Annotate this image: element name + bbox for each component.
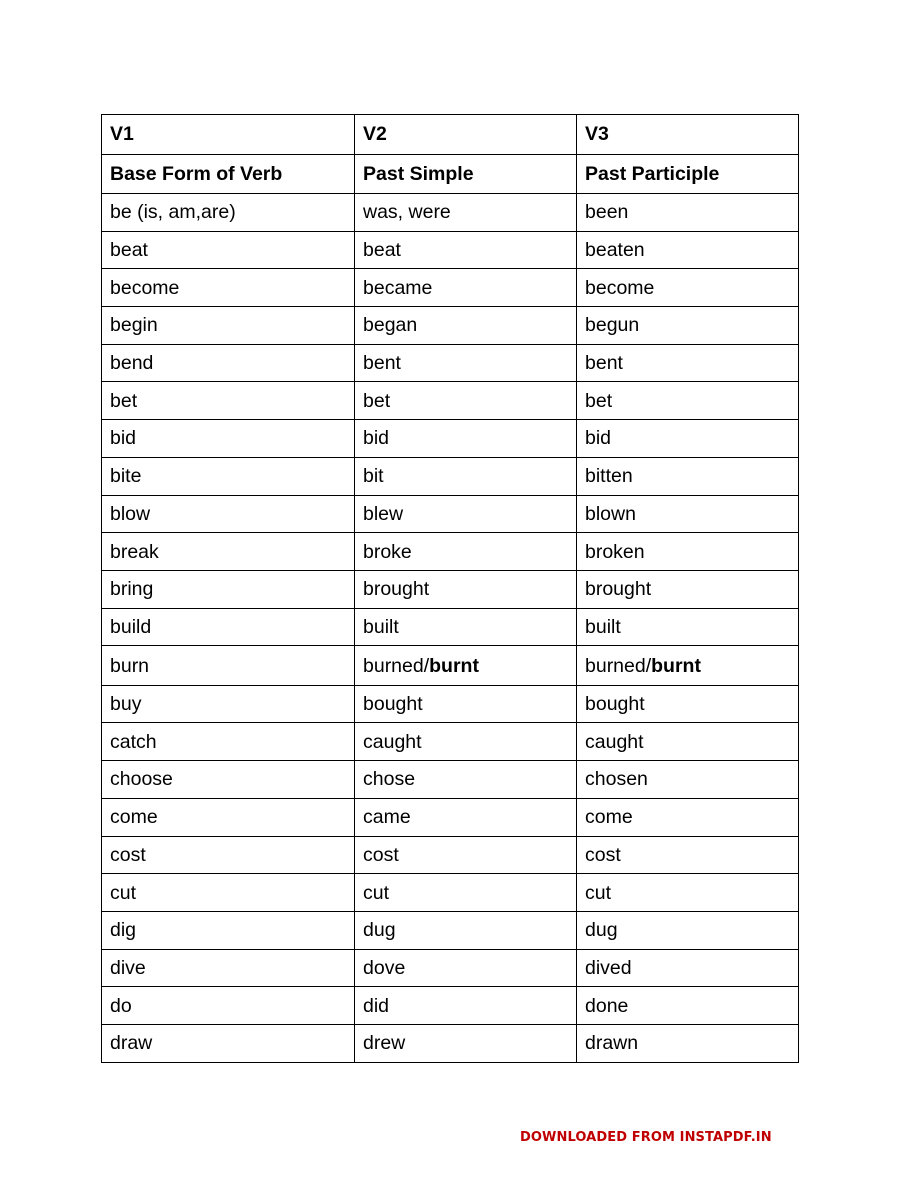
table-row — [102, 457, 799, 495]
v1-cell: bend — [102, 344, 355, 382]
v1-cell: begin — [102, 307, 355, 345]
v1-cell: burn — [102, 646, 355, 686]
v3-cell — [577, 646, 799, 686]
v1-cell: catch — [102, 723, 355, 761]
v2-cell: began — [355, 307, 577, 345]
table-row — [102, 987, 799, 1025]
v2-cell: dug — [355, 911, 577, 949]
table-row — [102, 608, 799, 646]
v3-cell: become — [577, 269, 799, 307]
v2-cell: bid — [355, 420, 577, 458]
table-row — [102, 836, 799, 874]
v1-cell: choose — [102, 761, 355, 799]
v3-cell: begun — [577, 307, 799, 345]
v3-cell: bitten — [577, 457, 799, 495]
table-row — [102, 495, 799, 533]
table-row — [102, 533, 799, 571]
v2-cell: dove — [355, 949, 577, 987]
v1-cell: beat — [102, 231, 355, 269]
v1-cell: cost — [102, 836, 355, 874]
table-row — [102, 344, 799, 382]
v3-cell: bet — [577, 382, 799, 420]
v1-cell: be (is, am,are) — [102, 194, 355, 232]
v3-cell: bent — [577, 344, 799, 382]
v1-cell: blow — [102, 495, 355, 533]
table-row — [102, 420, 799, 458]
table-row — [102, 194, 799, 232]
v2-cell: caught — [355, 723, 577, 761]
header-v2-cell: Past Simple — [355, 154, 577, 194]
v2-cell: bent — [355, 344, 577, 382]
v1-cell: come — [102, 798, 355, 836]
v1-cell: build — [102, 608, 355, 646]
v3-cell: drawn — [577, 1024, 799, 1062]
table-row — [102, 949, 799, 987]
verbs-table-body — [102, 115, 799, 1063]
v2-cell: bit — [355, 457, 577, 495]
v2-cell — [355, 646, 577, 686]
v3-cell: brought — [577, 570, 799, 608]
table-row — [102, 1024, 799, 1062]
v1-cell: dig — [102, 911, 355, 949]
v2-cell: beat — [355, 231, 577, 269]
irregular-verbs-table — [101, 114, 799, 1063]
v3-cell: caught — [577, 723, 799, 761]
table-row — [102, 685, 799, 723]
table-row — [102, 570, 799, 608]
v3-cell: bought — [577, 685, 799, 723]
header-v2-cell: V2 — [355, 115, 577, 155]
v2-cell: cut — [355, 874, 577, 912]
v3-cell: come — [577, 798, 799, 836]
table-header-row — [102, 154, 799, 194]
v1-cell: bring — [102, 570, 355, 608]
v2-cell: did — [355, 987, 577, 1025]
table-row — [102, 798, 799, 836]
v2-cell: bet — [355, 382, 577, 420]
v2-regular-form: burned/ — [363, 654, 430, 677]
v2-cell: came — [355, 798, 577, 836]
v2-cell: chose — [355, 761, 577, 799]
v3-cell: bid — [577, 420, 799, 458]
table-header-row — [102, 115, 799, 155]
download-source-footer: DOWNLOADED FROM INSTAPDF.IN — [520, 1130, 772, 1145]
v2-irregular-form: burnt — [429, 654, 479, 677]
v2-cell: cost — [355, 836, 577, 874]
v3-cell: chosen — [577, 761, 799, 799]
v2-cell: became — [355, 269, 577, 307]
v2-cell: brought — [355, 570, 577, 608]
v3-cell: done — [577, 987, 799, 1025]
v3-cell: cut — [577, 874, 799, 912]
v3-cell: beaten — [577, 231, 799, 269]
v2-cell: blew — [355, 495, 577, 533]
table-row — [102, 269, 799, 307]
header-v3-cell: V3 — [577, 115, 799, 155]
v3-irregular-form: burnt — [651, 654, 701, 677]
v1-cell: buy — [102, 685, 355, 723]
table-row — [102, 646, 799, 686]
table-row — [102, 307, 799, 345]
table-row — [102, 382, 799, 420]
header-v1-cell: Base Form of Verb — [102, 154, 355, 194]
header-v3-cell: Past Participle — [577, 154, 799, 194]
v1-cell: cut — [102, 874, 355, 912]
v1-cell: break — [102, 533, 355, 571]
v1-cell: dive — [102, 949, 355, 987]
v1-cell: do — [102, 987, 355, 1025]
table-row — [102, 761, 799, 799]
v2-cell: was, were — [355, 194, 577, 232]
v1-cell: bet — [102, 382, 355, 420]
v3-cell: built — [577, 608, 799, 646]
v2-cell: bought — [355, 685, 577, 723]
table-row — [102, 911, 799, 949]
v3-cell: blown — [577, 495, 799, 533]
v3-cell: been — [577, 194, 799, 232]
table-row — [102, 231, 799, 269]
v2-cell: drew — [355, 1024, 577, 1062]
v3-cell: broken — [577, 533, 799, 571]
v1-cell: bite — [102, 457, 355, 495]
v2-cell: broke — [355, 533, 577, 571]
v1-cell: draw — [102, 1024, 355, 1062]
v1-cell: bid — [102, 420, 355, 458]
v2-cell: built — [355, 608, 577, 646]
table-row — [102, 723, 799, 761]
header-v1-cell: V1 — [102, 115, 355, 155]
v1-cell: become — [102, 269, 355, 307]
v3-cell: dug — [577, 911, 799, 949]
table-row — [102, 874, 799, 912]
v3-cell: cost — [577, 836, 799, 874]
v3-cell: dived — [577, 949, 799, 987]
v3-regular-form: burned/ — [585, 654, 652, 677]
